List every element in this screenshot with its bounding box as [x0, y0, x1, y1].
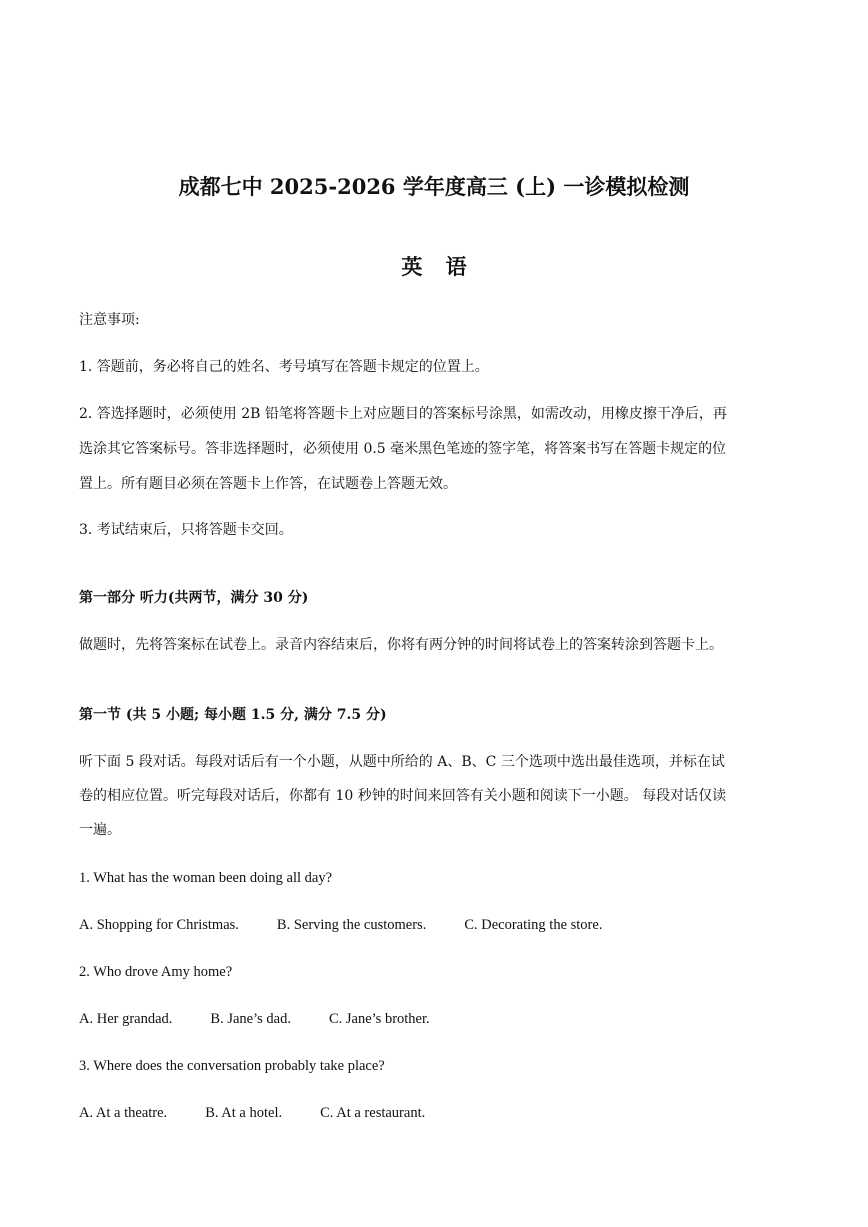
notice-heading: 注意事项: — [79, 312, 140, 328]
notice-item-3: 3. 考试结束后，只将答题卡交回。 — [79, 522, 293, 538]
question-1-option-c: C. Decorating the store. — [464, 917, 603, 933]
question-1-stem: 1. What has the woman been doing all day? — [79, 870, 333, 886]
section1-instruction-line-1: 听下面 5 段对话。每段对话后有一个小题，从题中所给的 A、B、C 三个选项中选出最佳选项，并标在试 — [79, 754, 725, 770]
exam-title: 成都七中 2025-2026 学年度高三 (上) 一诊模拟检测 — [178, 174, 690, 199]
subject-title: 英 语 — [401, 254, 475, 279]
question-2-option-b: B. Jane’s dad. — [210, 1011, 291, 1027]
part1-heading: 第一部分 听力(共两节，满分 30 分) — [79, 590, 309, 606]
section1-heading: 第一节 (共 5 小题; 每小题 1.5 分, 满分 7.5 分) — [79, 707, 387, 723]
question-3-options — [79, 1103, 425, 1123]
question-3-option-a: A. At a theatre. — [79, 1105, 168, 1121]
question-2-options — [79, 1009, 430, 1029]
notice-item-1: 1. 答题前，务必将自己的姓名、考号填写在答题卡规定的位置上。 — [79, 359, 489, 375]
question-3-option-c: C. At a restaurant. — [320, 1105, 426, 1121]
question-2-option-c: C. Jane’s brother. — [328, 1011, 430, 1027]
section1-instruction-line-3: 一遍。 — [79, 822, 121, 838]
section1-instruction-line-2: 卷的相应位置。听完每段对话后，你都有 10 秒钟的时间来回答有关小题和阅读下一小题。 每段对话仅读 — [79, 788, 727, 804]
question-3-option-b: B. At a hotel. — [205, 1105, 283, 1121]
notice-item-2-line-3: 置上。所有题目必须在答题卡上作答，在试题卷上答题无效。 — [79, 476, 457, 492]
question-1-option-a: A. Shopping for Christmas. — [79, 917, 239, 933]
question-2-option-a: A. Her grandad. — [79, 1011, 173, 1027]
notice-item-2-line-2: 选涂其它答案标号。答非选择题时，必须使用 0.5 毫米黑色笔迹的签字笔，将答案书写在答题卡规定的位 — [79, 441, 727, 457]
question-3-stem: 3. Where does the conversation probably take place? — [79, 1058, 385, 1074]
notice-item-2-line-1: 2. 答选择题时，必须使用 2B 铅笔将答题卡上对应题目的答案标号涂黑，如需改动，用橡皮擦干净后，再 — [79, 406, 727, 422]
question-1-option-b: B. Serving the customers. — [276, 917, 427, 933]
question-1-options — [79, 915, 602, 935]
part1-instruction: 做题时，先将答案标在试卷上。录音内容结束后，你将有两分钟的时间将试卷上的答案转涂到答题卡上。 — [79, 637, 723, 653]
question-2-stem: 2. Who drove Amy home? — [79, 964, 233, 980]
